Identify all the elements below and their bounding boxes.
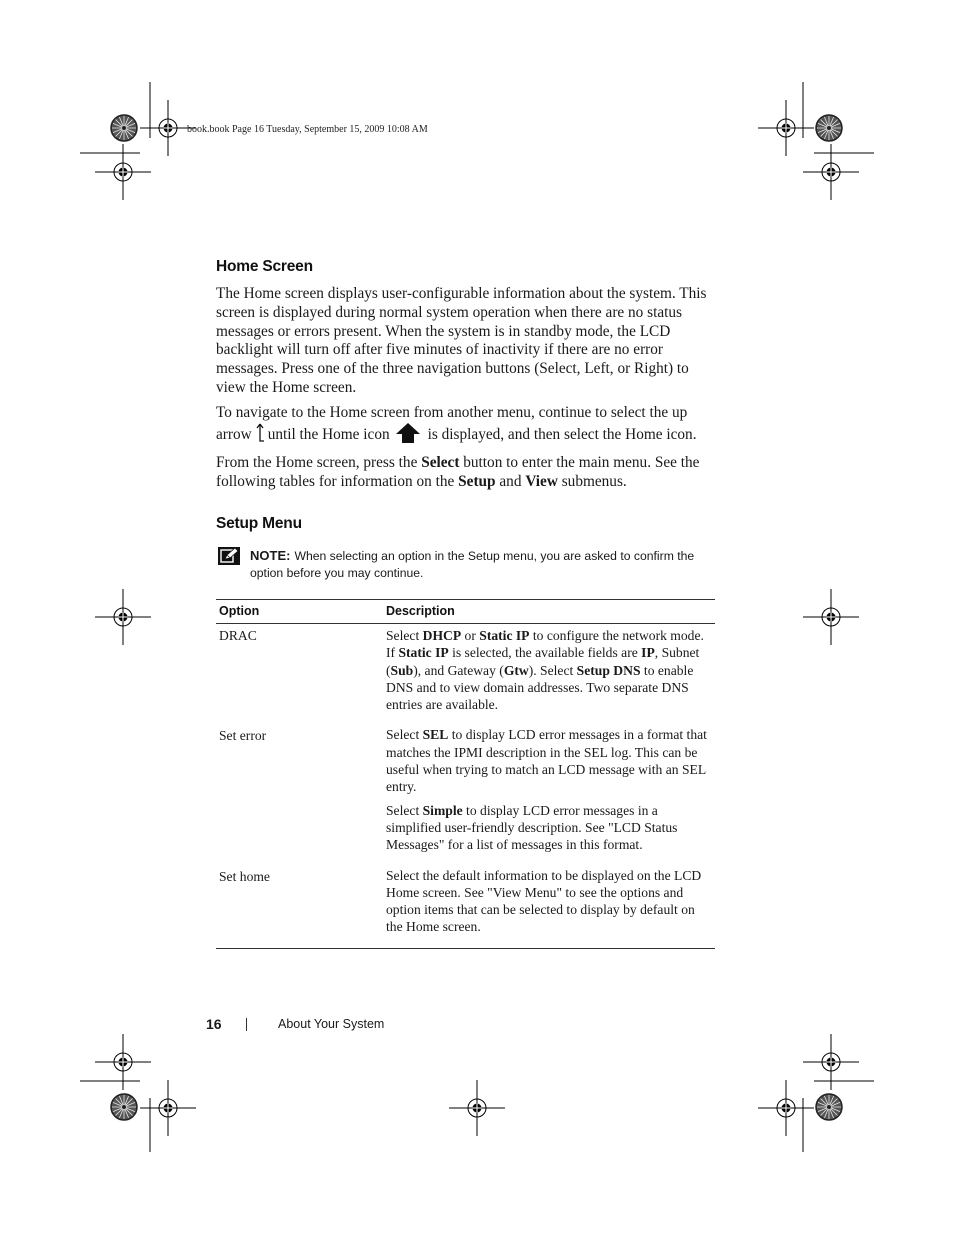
registration-mark-icon bbox=[758, 1080, 814, 1136]
p3-text-a: From the Home screen, press the bbox=[216, 454, 418, 472]
starburst-icon bbox=[816, 115, 842, 141]
setup-note bbox=[216, 547, 716, 583]
description-paragraph bbox=[386, 802, 712, 854]
text-run: Select bbox=[386, 802, 423, 818]
column-header-description: Description bbox=[383, 599, 715, 623]
note-label: NOTE: bbox=[250, 547, 291, 563]
text-run: , Subnet ( bbox=[386, 645, 700, 678]
note-body: When selecting an option in the Setup menu, you are asked to confirm the option before you may continue. bbox=[250, 548, 695, 581]
text-run: ), and Gateway ( bbox=[413, 662, 504, 678]
note-pencil-icon bbox=[218, 547, 240, 570]
bold-term: SEL bbox=[422, 727, 449, 743]
p3-select-term: Select bbox=[421, 454, 460, 472]
table-header-row bbox=[216, 599, 715, 623]
text-run: to display LCD error messages in a simplified user-friendly description. See "LCD Status Messages" for a list of messages in this format. bbox=[386, 802, 678, 853]
home-screen-paragraph-3 bbox=[216, 454, 716, 492]
registration-mark-icon bbox=[803, 589, 859, 645]
footer-separator bbox=[246, 1018, 247, 1031]
registration-mark-icon bbox=[95, 144, 151, 200]
description-paragraph bbox=[386, 726, 712, 795]
text-run: Select bbox=[386, 727, 423, 743]
description-paragraph bbox=[386, 627, 712, 713]
p3-text-c: submenus. bbox=[561, 473, 627, 491]
p2-text-a: To navigate to the Home screen from another menu, continue to select the up arrow bbox=[216, 403, 688, 443]
p2-text-b: until the Home icon bbox=[267, 425, 390, 443]
bold-term: Static IP bbox=[479, 627, 530, 643]
column-header-option: Option bbox=[216, 599, 383, 623]
home-icon bbox=[396, 423, 420, 449]
registration-mark-icon bbox=[140, 1080, 196, 1136]
text-run: Select the default information to be displayed on the LCD Home screen. See "View Menu" to see the options and option items that can be selected to display by default on the Home screen. bbox=[386, 867, 702, 935]
up-arrow-icon bbox=[256, 423, 264, 449]
p3-text-b: button to enter the main menu. See the following tables for information on the bbox=[216, 454, 700, 491]
bold-term: Simple bbox=[422, 802, 463, 818]
print-header: book.book Page 16 Tuesday, September 15, 2009 10:08 AM bbox=[187, 124, 428, 135]
registration-mark-icon bbox=[803, 144, 859, 200]
registration-mark-icon bbox=[449, 1080, 505, 1136]
table-row bbox=[216, 725, 715, 865]
registration-mark-icon bbox=[95, 589, 151, 645]
p3-view-term: View bbox=[525, 473, 558, 491]
bold-term: Sub bbox=[390, 662, 414, 678]
bold-term: IP bbox=[641, 645, 655, 661]
text-run: to display LCD error messages in a format that matches the IPMI description in the SEL log. This can be useful when trying to match an LCD message with an SEL entry. bbox=[386, 727, 707, 795]
setup-menu-table bbox=[216, 599, 715, 949]
option-cell: DRAC bbox=[219, 627, 257, 643]
bold-term: Setup DNS bbox=[576, 662, 641, 678]
text-run: ). Select bbox=[528, 662, 577, 678]
registration-mark-icon bbox=[95, 1034, 151, 1090]
description-cell bbox=[383, 725, 715, 865]
description-cell bbox=[383, 623, 715, 725]
description-cell bbox=[383, 866, 715, 949]
text-run: to enable DNS and to view domain addresses. Two separate DNS entries are available. bbox=[386, 662, 694, 713]
home-screen-paragraph-2 bbox=[216, 404, 716, 449]
starburst-icon bbox=[111, 1094, 137, 1120]
footer-section-title: About Your System bbox=[278, 1017, 385, 1031]
setup-menu-heading: Setup Menu bbox=[216, 514, 302, 532]
note-text bbox=[250, 547, 716, 583]
registration-mark-icon bbox=[803, 1034, 859, 1090]
starburst-icon bbox=[111, 115, 137, 141]
home-screen-heading: Home Screen bbox=[216, 258, 313, 275]
text-run: to configure the network mode. If bbox=[386, 627, 704, 661]
option-cell: Set home bbox=[219, 868, 270, 884]
p2-text-c: is displayed, and then select the Home icon. bbox=[427, 425, 697, 443]
text-run: is selected, the available fields are bbox=[448, 645, 642, 661]
text-run: Select bbox=[386, 627, 423, 643]
option-cell: Set error bbox=[219, 728, 267, 744]
bold-term: Static IP bbox=[398, 645, 449, 661]
description-paragraph bbox=[386, 867, 712, 936]
home-screen-paragraph-1: The Home screen displays user-configurable information about the system. This screen is displayed during normal system operation when there are no status messages or errors present. When the system is in standby mode, the LCD backlight will turn off after five minutes of inactivity if there are no error messages. Press one of the three navigation buttons (Select, Left, or Right) to view the Home screen. bbox=[216, 285, 707, 396]
page-content bbox=[216, 258, 716, 949]
starburst-icon bbox=[816, 1094, 842, 1120]
page-number: 16 bbox=[206, 1016, 222, 1032]
text-run: or bbox=[461, 627, 480, 643]
table-row bbox=[216, 623, 715, 725]
table-row bbox=[216, 866, 715, 949]
bold-term: Gtw bbox=[503, 662, 529, 678]
bold-term: DHCP bbox=[422, 627, 462, 643]
registration-mark-icon bbox=[758, 100, 814, 156]
p3-and: and bbox=[499, 473, 522, 491]
p3-setup-term: Setup bbox=[458, 473, 496, 491]
